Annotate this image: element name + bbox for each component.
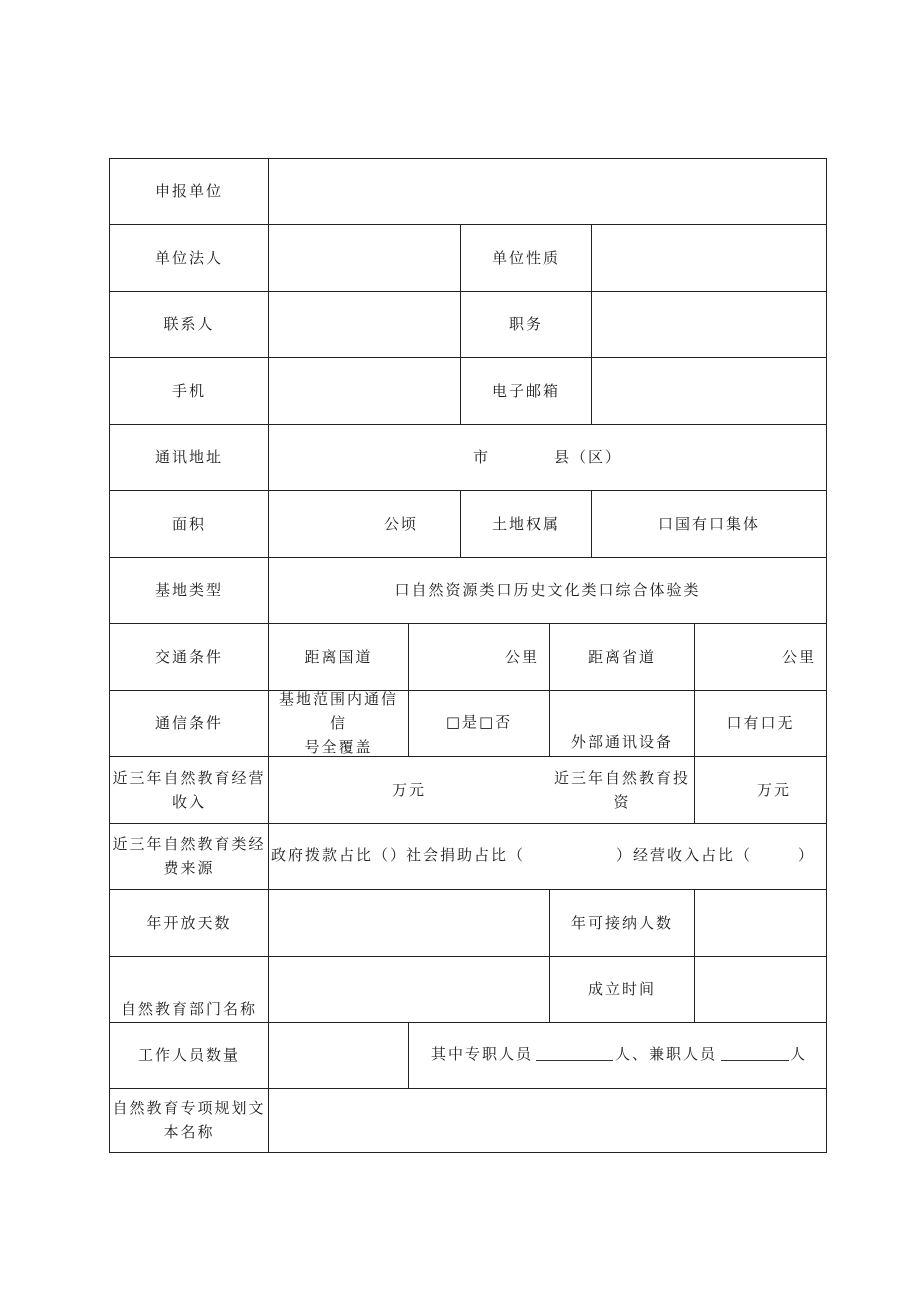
- address-county: 县（区）: [554, 448, 623, 466]
- legal-person-field[interactable]: [269, 224, 460, 291]
- funding-operating-ratio: ）经营收入占比（: [616, 846, 753, 864]
- base-type-options[interactable]: 口自然资源类口历史文化类口综合体验类: [394, 581, 701, 599]
- table-border-bottom: [109, 1152, 827, 1153]
- funding-source-field[interactable]: [269, 823, 826, 889]
- email-label: 电子邮箱: [491, 381, 560, 400]
- investment-unit: 万元: [756, 780, 791, 799]
- department-name-field[interactable]: [269, 956, 549, 1022]
- contact-person-field[interactable]: [269, 291, 460, 357]
- investment-field[interactable]: [695, 756, 826, 823]
- address-city: 市: [472, 448, 490, 466]
- investment-label-line1: 近三年自然教育投: [553, 768, 690, 787]
- applicant-unit-label: 申报单位: [154, 182, 223, 200]
- revenue-label: [109, 756, 269, 823]
- signal-coverage-label: [269, 690, 408, 756]
- land-ownership-options[interactable]: 口国有口集体: [657, 514, 760, 533]
- unit-nature-label: 单位性质: [491, 248, 560, 267]
- land-ownership-label: 土地权属: [491, 514, 560, 533]
- signal-coverage-line1: 基地范围内通信信: [278, 690, 398, 732]
- position-field[interactable]: [592, 291, 826, 357]
- funding-source-label: [109, 823, 269, 889]
- signal-coverage-options[interactable]: □是□否: [445, 713, 513, 731]
- revenue-label-line2: 收入: [171, 792, 206, 811]
- national-road-label: 距离国道: [304, 647, 373, 666]
- funding-label-line1: 近三年自然教育类经: [112, 835, 266, 853]
- address-label: 通讯地址: [154, 448, 223, 466]
- signal-coverage-line2: 号全覆盖: [304, 738, 373, 756]
- applicant-unit-field[interactable]: [269, 158, 826, 224]
- legal-person-label: 单位法人: [154, 248, 223, 267]
- external-equipment-options[interactable]: 口有口无: [726, 714, 795, 732]
- plan-doc-field[interactable]: [269, 1088, 826, 1152]
- funding-gov-ratio: 政府拨款占比（）: [271, 846, 408, 864]
- mobile-field[interactable]: [269, 357, 460, 424]
- annual-capacity-field[interactable]: [695, 889, 826, 956]
- revenue-label-line1: 近三年自然教育经营: [112, 768, 266, 787]
- fulltime-staff-blank[interactable]: [536, 1046, 613, 1061]
- traffic-label: 交通条件: [154, 647, 223, 666]
- fulltime-staff-suffix: 人、兼职人员: [615, 1045, 718, 1063]
- table-border-right: [826, 158, 827, 1153]
- plan-doc-label-line2: 本名称: [163, 1123, 215, 1141]
- funding-close-paren: ）: [798, 846, 816, 864]
- department-name-label: 自然教育部门名称: [120, 1000, 257, 1018]
- investment-label: [550, 756, 694, 823]
- external-equipment-label: 外部通讯设备: [570, 733, 673, 751]
- staff-count-label: 工作人员数量: [137, 1046, 240, 1064]
- established-time-field[interactable]: [695, 956, 826, 1022]
- established-time-label: 成立时间: [587, 980, 656, 998]
- funding-label-line2: 费来源: [163, 859, 215, 877]
- fulltime-staff-prefix: 其中专职人员: [431, 1045, 534, 1063]
- unit-nature-field[interactable]: [592, 224, 826, 291]
- revenue-field[interactable]: [269, 756, 549, 823]
- staff-breakdown: [409, 1022, 826, 1088]
- parttime-staff-blank[interactable]: [721, 1046, 789, 1061]
- communication-label: 通信条件: [154, 714, 223, 732]
- area-field[interactable]: [269, 490, 460, 557]
- investment-label-line2: 资: [613, 792, 631, 811]
- annual-capacity-label: 年可接纳人数: [570, 913, 673, 932]
- national-road-field[interactable]: [409, 623, 549, 690]
- open-days-label: 年开放天数: [146, 913, 232, 932]
- position-label: 职务: [508, 315, 543, 333]
- open-days-field[interactable]: [269, 889, 549, 956]
- contact-person-label: 联系人: [163, 315, 215, 333]
- provincial-road-label: 距离省道: [587, 647, 656, 666]
- provincial-road-field[interactable]: [695, 623, 826, 690]
- base-type-label: 基地类型: [154, 581, 223, 599]
- area-label: 面积: [171, 514, 206, 533]
- area-unit: 公顷: [383, 514, 418, 533]
- plan-doc-label: [109, 1088, 269, 1152]
- revenue-unit: 万元: [391, 780, 426, 799]
- mobile-label: 手机: [171, 381, 206, 400]
- provincial-road-unit: 公里: [781, 647, 816, 666]
- address-field[interactable]: [269, 424, 826, 490]
- funding-social-ratio: 社会捐助占比（: [406, 846, 526, 864]
- application-form-table: [109, 158, 827, 1153]
- plan-doc-label-line1: 自然教育专项规划文: [112, 1099, 266, 1117]
- staff-count-field[interactable]: [269, 1022, 408, 1088]
- email-field[interactable]: [592, 357, 826, 424]
- national-road-unit: 公里: [504, 647, 539, 666]
- parttime-staff-suffix: 人: [790, 1045, 808, 1063]
